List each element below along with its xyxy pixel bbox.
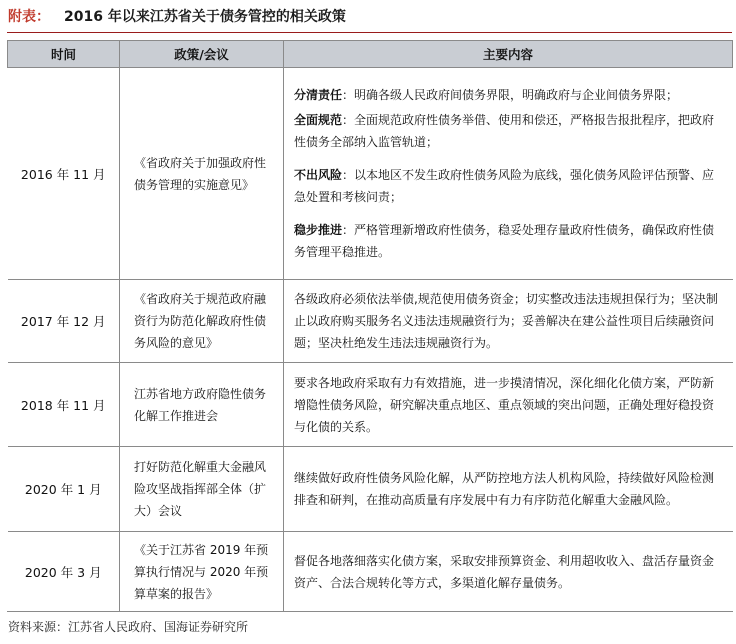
- row-time: 2016 年 11 月: [8, 68, 120, 280]
- title-lead: 附表：: [8, 9, 50, 25]
- content-item: [294, 219, 725, 263]
- content-key: 分清责任: [294, 88, 343, 102]
- column-header-content: 主要内容: [284, 41, 733, 68]
- content-text: 督促各地落细落实化债方案，采取安排预算资金、利用超收收入、盘活存量资金资产、合法合规转化等方式，多渠道化解存量债务。: [294, 553, 715, 590]
- content-key: 不出风险: [294, 168, 343, 182]
- column-header-policy: 政策/会议: [120, 41, 284, 68]
- source-note: 资料来源：江苏省人民政府、国海证券研究所: [8, 620, 249, 634]
- row-policy: 《省政府关于规范政府融资行为防范化解政府性债务风险的意见》: [120, 280, 284, 363]
- table-header-row: [8, 41, 733, 68]
- row-content: [284, 363, 733, 447]
- row-policy: 打好防范化解重大金融风险攻坚战指挥部全体（扩大）会议: [120, 447, 284, 532]
- title-divider: [7, 32, 732, 33]
- row-content: [284, 447, 733, 532]
- row-policy: 《省政府关于加强政府性债务管理的实施意见》: [120, 68, 284, 280]
- content-text: ：全面规范政府性债务举借、使用和偿还，严格报告报批程序，把政府性债务全部纳入监管轨道；: [294, 113, 715, 149]
- policy-table: [7, 40, 733, 612]
- table-row: [8, 68, 733, 280]
- content-item: [294, 84, 725, 106]
- row-content: [284, 68, 733, 280]
- content-key: 稳步推进: [294, 223, 343, 237]
- table-row: [8, 280, 733, 363]
- content-text: 要求各地政府采取有力有效措施，进一步摸清情况，深化细化化债方案，严防新增隐性债务风险，研究解决重点地区、重点领域的突出问题，正确处理好稳投资与化债的关系。: [294, 375, 715, 434]
- title-text: 2016 年以来江苏省关于债务管控的相关政策: [64, 9, 346, 25]
- row-content: [284, 280, 733, 363]
- table-row: [8, 363, 733, 447]
- content-text: ：明确各级人民政府间债务界限，明确政府与企业间债务界限；: [342, 88, 679, 102]
- content-text: ：以本地区不发生政府性债务风险为底线，强化债务风险评估预警、应急处置和考核问责；: [294, 168, 715, 204]
- row-time: 2020 年 1 月: [8, 447, 120, 532]
- row-content: [284, 532, 733, 612]
- table-row: [8, 447, 733, 532]
- content-key: 全面规范: [294, 113, 343, 127]
- row-time: 2018 年 11 月: [8, 363, 120, 447]
- content-item: [294, 164, 725, 208]
- row-policy: 《关于江苏省 2019 年预算执行情况与 2020 年预算草案的报告》: [120, 532, 284, 612]
- column-header-time: 时间: [8, 41, 120, 68]
- content-text: 各级政府必须依法举债,规范使用债务资金；切实整改违法违规担保行为；坚决制止以政府购买服务名义违法违规融资行为；妥善解决在建公益性项目后续融资问题；坚决杜绝发生违法违规融资行为。: [294, 292, 718, 350]
- content-text: ：严格管理新增政府性债务，稳妥处理存量政府性债务，确保政府性债务管理平稳推进。: [294, 223, 715, 259]
- content-text: 继续做好政府性债务风险化解，从严防控地方法人机构风险，持续做好风险检测排查和研判，在推动高质量有序发展中有力有序防范化解重大金融风险。: [294, 471, 715, 507]
- page-title: [8, 5, 346, 29]
- row-time: 2017 年 12 月: [8, 280, 120, 363]
- content-item: [294, 109, 725, 153]
- row-policy: 江苏省地方政府隐性债务化解工作推进会: [120, 363, 284, 447]
- table-bottom-divider: [7, 611, 732, 612]
- row-time: 2020 年 3 月: [8, 532, 120, 612]
- table-row: [8, 532, 733, 612]
